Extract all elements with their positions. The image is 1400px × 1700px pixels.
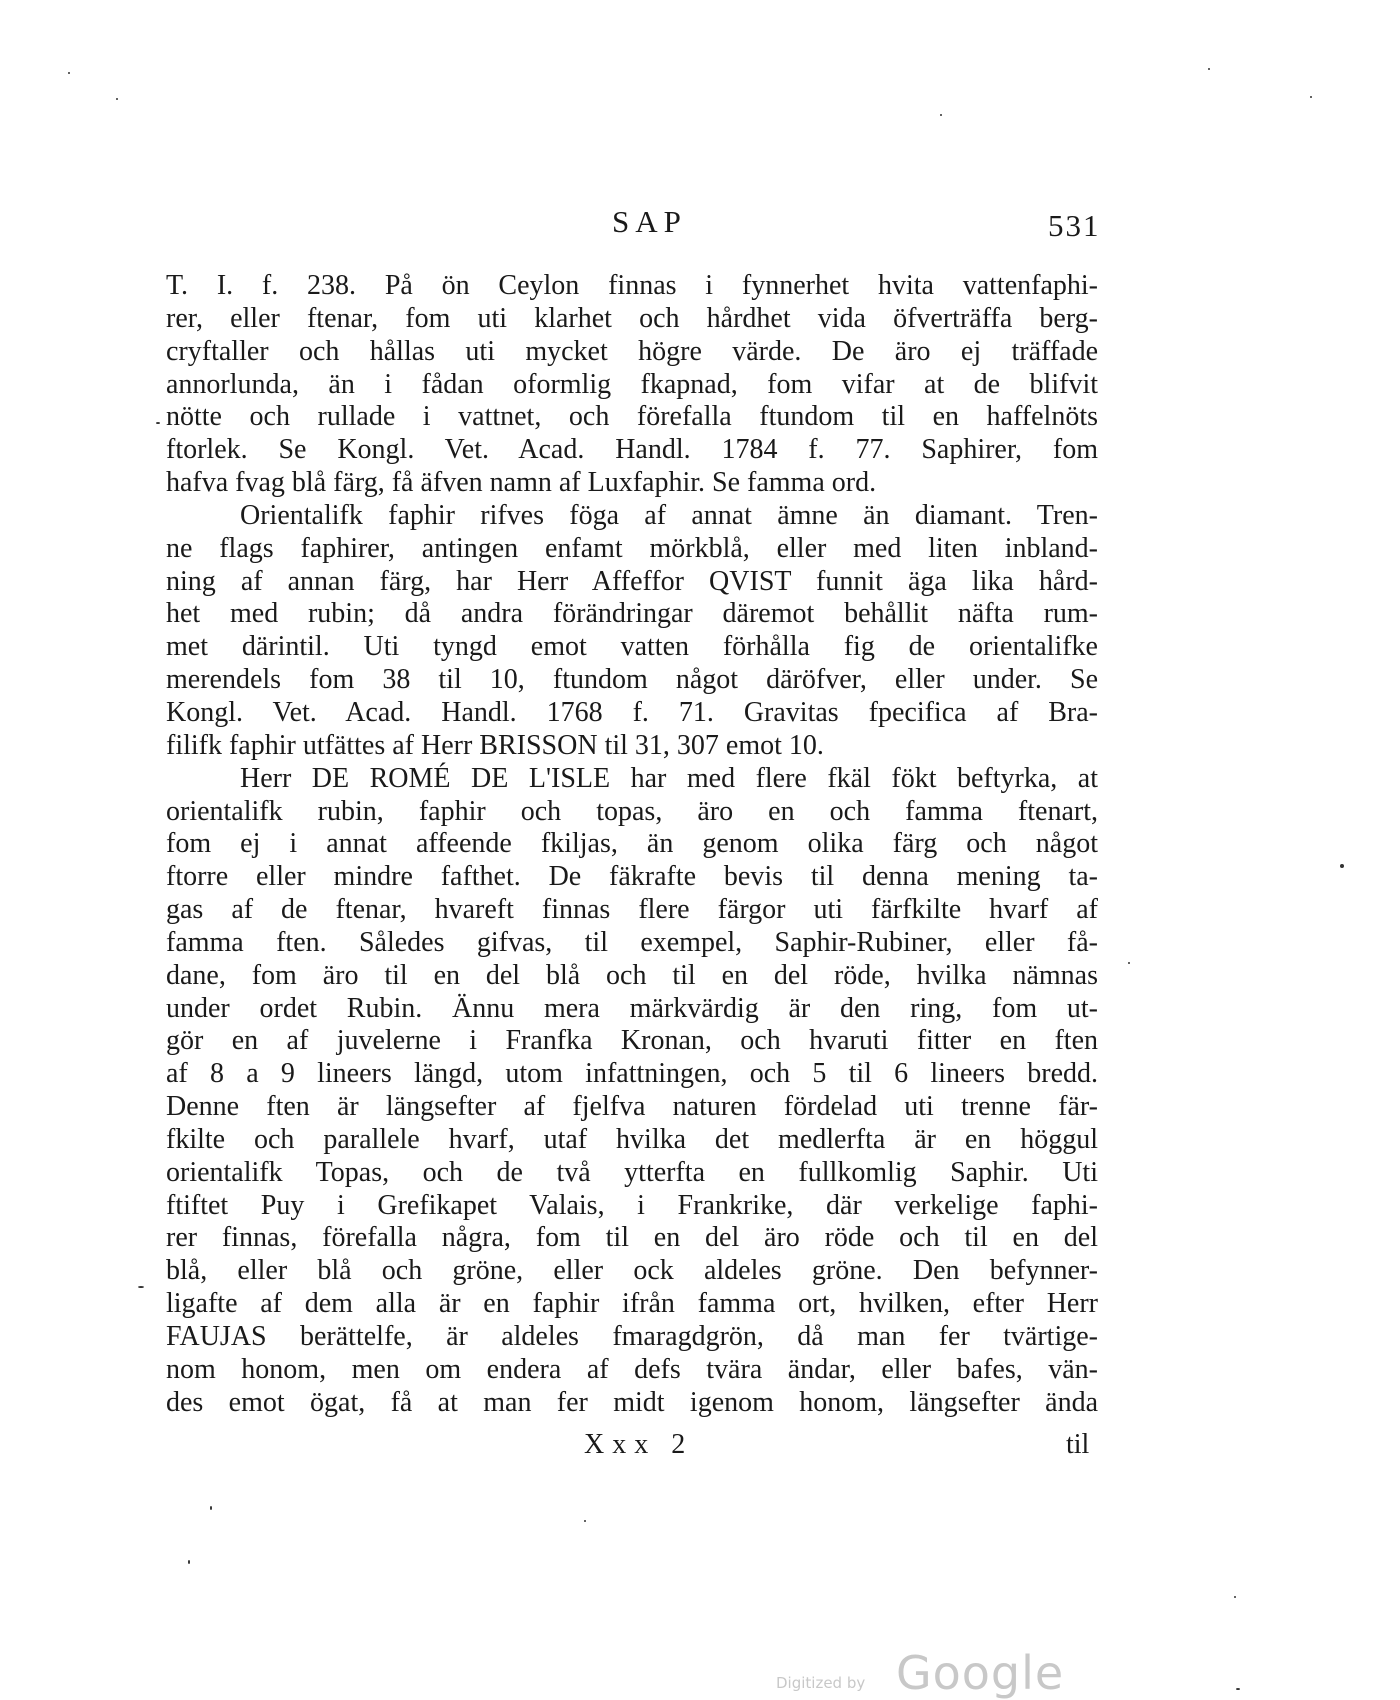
scan-speck	[68, 72, 70, 74]
scan-speck	[116, 98, 118, 100]
text-line: ning af annan färg, har Herr Affeffor QVIST funnit äga lika hård-	[166, 565, 1098, 597]
text-line: rer finnas, förefalla några, fom til en del äro röde och til en del	[166, 1222, 1098, 1254]
text-line: dane, fom äro til en del blå och til en del röde, hvilka nämnas	[166, 959, 1098, 991]
text-line: famma ften. Således gifvas, til exempel, Saphir-Rubiner, eller få-	[166, 926, 1098, 958]
scan-speck	[188, 1560, 190, 1564]
scan-speck	[1128, 962, 1130, 964]
page-footer	[0, 1429, 1400, 1469]
text-line: nom honom, men om endera af defs tvära ändar, eller bafes, vän-	[166, 1353, 1098, 1385]
running-head	[0, 204, 1400, 248]
scan-speck	[156, 422, 160, 424]
watermark	[776, 1646, 1076, 1700]
text-line: Orientalifk faphir rifves föga af annat ämne än diamant. Tren-	[240, 499, 1098, 531]
text-line: gas af de ftenar, hvareft finnas flere färgor uti färfkilte hvarf af	[166, 894, 1098, 926]
scan-speck	[584, 1520, 586, 1522]
text-line: fom ej i annat affeende fkiljas, än genom olika färg och något	[166, 828, 1098, 860]
body-text	[166, 270, 1098, 1420]
text-line: ftorlek. Se Kongl. Vet. Acad. Handl. 1784 f. 77. Saphirer, fom	[166, 434, 1098, 466]
text-line: fkilte och parallele hvarf, utaf hvilka det medlerfta är en höggul	[166, 1123, 1098, 1155]
text-line: het med rubin; då andra förändringar däremot behållit näfta rum-	[166, 598, 1098, 630]
text-line: ftiftet Puy i Grefikapet Valais, i Frankrike, där verkelige faphi-	[166, 1189, 1098, 1221]
watermark-google: Google	[896, 1646, 1065, 1700]
scan-speck	[1310, 96, 1312, 98]
text-line: merendels fom 38 til 10, ftundom något däröfver, eller under. Se	[166, 664, 1098, 696]
text-line: met därintil. Uti tyngd emot vatten förhålla fig de orientalifke	[166, 631, 1098, 663]
text-line: ne flags faphirer, antingen enfamt mörkblå, eller med liten inbland-	[166, 532, 1098, 564]
scan-speck	[1340, 864, 1344, 868]
text-line: hafva fvag blå färg, få äfven namn af Luxfaphir. Se famma ord.	[166, 467, 877, 499]
watermark-digitized-by: Digitized by	[776, 1674, 866, 1692]
text-line: rer, eller ftenar, fom uti klarhet och hårdhet vida öfverträffa berg-	[166, 302, 1098, 334]
scan-speck	[1208, 68, 1210, 70]
text-line: Herr DE ROMÉ DE L'ISLE har med flere fkäl fökt beftyrka, at	[240, 762, 1098, 794]
signature-mark: Xxx 2	[584, 1429, 694, 1460]
scan-speck	[1236, 1688, 1240, 1690]
text-line: ligafte af dem alla är en faphir ifrån famma ort, hvilken, efter Herr	[166, 1288, 1098, 1320]
text-line: nötte och rullade i vattnet, och förefalla ftundom til en haffelnöts	[166, 401, 1098, 433]
text-line: cryftaller och hållas uti mycket högre värde. De äro ej träffade	[166, 335, 1098, 367]
text-line: Kongl. Vet. Acad. Handl. 1768 f. 71. Gravitas fpecifica af Bra-	[166, 696, 1098, 728]
page-number: 531	[1048, 208, 1101, 243]
scan-speck	[1234, 1596, 1236, 1598]
text-line: under ordet Rubin. Ännu mera märkvärdig är den ring, fom ut-	[166, 992, 1098, 1024]
scan-speck	[940, 114, 942, 116]
text-line: FAUJAS berättelfe, är aldeles fmaragdgrön, då man fer tvärtige-	[166, 1321, 1098, 1352]
text-line: af 8 a 9 lineers längd, utom infattningen, och 5 til 6 lineers bredd.	[166, 1058, 1098, 1090]
text-line: orientalifk rubin, faphir och topas, äro en och famma ftenart,	[166, 795, 1098, 827]
page-header-title: SAP	[612, 204, 687, 239]
text-line: des emot ögat, få at man fer midt igenom honom, längsefter ända	[166, 1386, 1098, 1418]
text-line: annorlunda, än i fådan oformlig fkapnad, fom vifar at de blifvit	[166, 368, 1098, 400]
text-line: T. I. f. 238. På ön Ceylon finnas i fynnerhet hvita vattenfaphi-	[166, 270, 1098, 301]
text-line: ftorre eller mindre fafthet. De fäkrafte bevis til denna mening ta-	[166, 861, 1098, 893]
text-line: orientalifk Topas, och de två ytterfta en fullkomlig Saphir. Uti	[166, 1156, 1098, 1188]
text-line: gör en af juvelerne i Franfka Kronan, och hvaruti fitter en ften	[166, 1025, 1098, 1057]
text-line: Denne ften är längsefter af fjelfva naturen fördelad uti trenne fär-	[166, 1091, 1098, 1123]
scan-speck	[138, 1286, 144, 1288]
text-line: blå, eller blå och gröne, eller ock aldeles gröne. Den befynner-	[166, 1255, 1098, 1287]
scan-speck	[210, 1506, 212, 1510]
text-line: filifk faphir utfättes af Herr BRISSON til 31, 307 emot 10.	[166, 729, 824, 761]
catchword: til	[1066, 1429, 1090, 1460]
